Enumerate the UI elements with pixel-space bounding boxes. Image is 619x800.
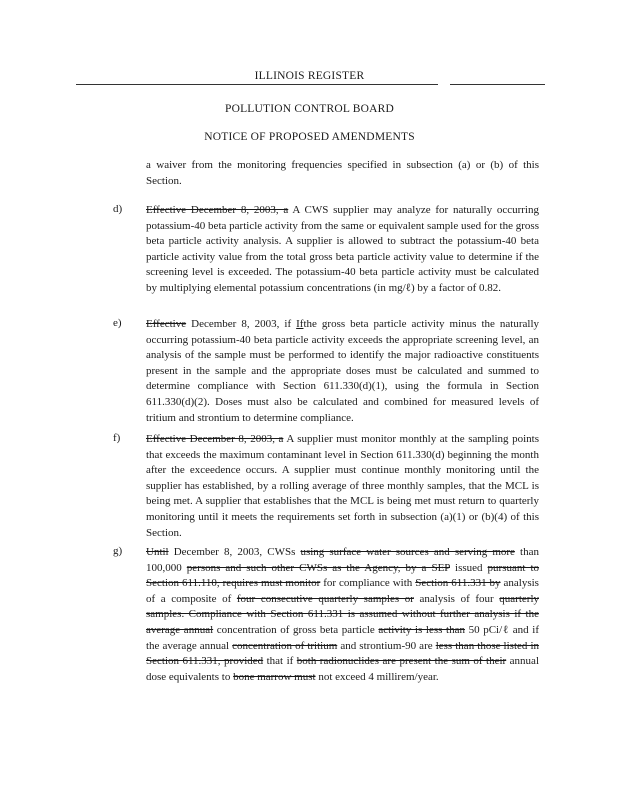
section-label-e: e) xyxy=(113,317,122,329)
section-e-text xyxy=(146,317,539,426)
section-text: analysis of four xyxy=(413,592,500,605)
intro-paragraph: a waiver from the monitoring frequencies specified in subsection (a) or (b) of this Section. xyxy=(146,159,539,187)
struck-text: Section 611.331 by xyxy=(415,577,501,590)
section-label-f: f) xyxy=(113,432,121,444)
underlined-text: If xyxy=(296,318,304,330)
section-f-text xyxy=(146,432,539,541)
notice-title: NOTICE OF PROPOSED AMENDMENTS xyxy=(204,131,415,143)
header-rule-right xyxy=(450,84,545,85)
section-d-text xyxy=(146,203,539,297)
section-g-text xyxy=(146,545,539,685)
section-text: December 8, 2003, if xyxy=(186,318,297,330)
struck-text: Effective December 8, 2003, a xyxy=(146,433,284,445)
struck-text: quarterly samples. Compliance with Section 611.331 is assumed without further analysis if the average annual xyxy=(146,592,539,636)
header-rule-left xyxy=(76,84,438,85)
section-text: December 8, 2003, CWSs xyxy=(168,546,301,558)
struck-text: bone marrow must xyxy=(233,670,316,683)
struck-text: persons and such other CWSs as the Agency, by a SEP xyxy=(186,561,450,574)
section-text: 50 pCi/ℓ and if the average annual xyxy=(146,623,539,652)
section-text: that if xyxy=(263,655,297,668)
section-label-g: g) xyxy=(113,545,123,557)
struck-text: using surface water sources and serving more xyxy=(300,546,515,558)
struck-text: pursuant to Section 611.110, requires must monitor xyxy=(146,561,540,590)
register-title: ILLINOIS REGISTER xyxy=(254,70,365,82)
section-text: A CWS supplier may analyze for naturally occurring potassium-40 beta particle activity from the same or equivalent sample used for the gross beta particle activity analysis. A supplier is allowed to subtract the potassium-40 beta particle activity value from the total gross beta particle activity value to determine if the screening level is exceeded. The potassium-40 beta particle activity must be calculated by multiplying elemental potassium concentrations (in mg/ℓ) by a factor of 0.82. xyxy=(146,204,539,294)
section-text: analysis of a composite of xyxy=(146,577,539,605)
struck-text: Until xyxy=(146,546,169,558)
section-text: not exceed 4 millirem/year. xyxy=(315,670,439,683)
struck-text: both radionuclides are present the sum of their xyxy=(296,655,507,668)
section-text: than 100,000 xyxy=(146,546,539,574)
section-text: for compliance with xyxy=(320,577,416,590)
struck-text: Effective December 8, 2003, a xyxy=(146,204,289,216)
struck-text: Effective xyxy=(146,318,187,330)
section-text: annual dose equivalents to xyxy=(146,655,539,683)
section-label-d: d) xyxy=(113,203,123,215)
struck-text: less than those listed in Section 611.331, provided xyxy=(146,639,540,668)
struck-text: activity is less than xyxy=(378,623,465,636)
struck-text: concentration of tritium xyxy=(232,639,338,652)
board-title: POLLUTION CONTROL BOARD xyxy=(224,103,394,115)
section-text: the gross beta particle activity minus the naturally occurring potassium-40 beta particle activity exceeds the appropriate screening level, an analysis of the sample must be performed to identify the major radioactive constituents present in the sample and the appropriate doses must be calculated and summed to determine compliance with Section 611.330(d)(1), using the formula in Section 611.330(d)(2). Doses must also be calculated and combined for measured levels of tritium and strontium to determine compliance. xyxy=(146,318,539,424)
section-text: issued xyxy=(450,561,488,574)
section-text: A supplier must monitor monthly at the sampling points that exceeds the maximum contaminant level in Section 611.330(d) beginning the month after the exceedence occurs. A supplier must continue monthly monitoring until the supplier has established, by a rolling average of three monthly samples, that the MCL is being met. A supplier that establishes that the MCL is being met must return to quarterly monitoring until it meets the requirements set forth in subsection (a)(1) or (b)(4) of this Section. xyxy=(146,433,539,539)
section-text: concentration of gross beta particle xyxy=(213,623,379,636)
section-text: and strontium-90 are xyxy=(337,639,436,652)
struck-text: four consecutive quarterly samples or xyxy=(236,592,414,605)
